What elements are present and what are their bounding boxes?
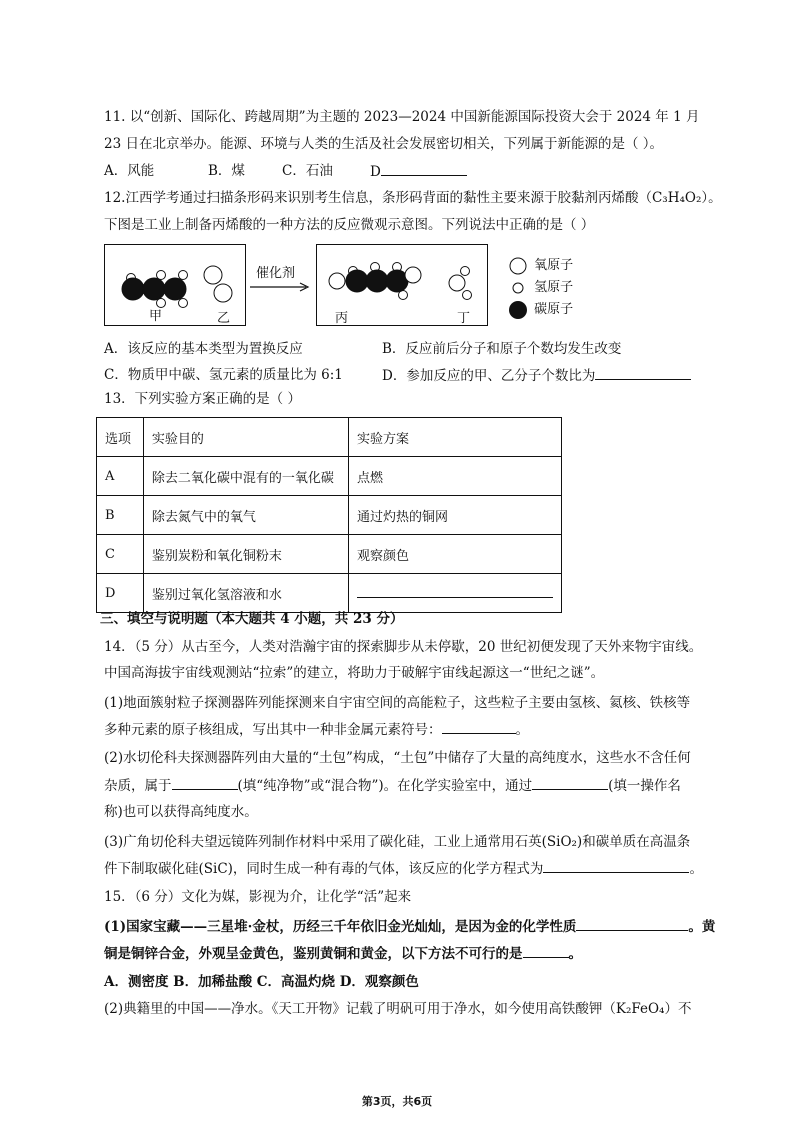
cell-option: A: [97, 457, 144, 496]
q12-option-d: D．参加反应的甲、乙分子个数比为: [382, 366, 691, 385]
q15-p1b: 铜是铜锌合金，外观呈金黄色，鉴别黄铜和黄金，以下方法不可行的是 。: [104, 946, 582, 962]
cell-plan: [349, 574, 562, 613]
q12-option-a: A．该反应的基本类型为置换反应: [104, 341, 303, 357]
q14-blank-3: [532, 776, 608, 790]
q14-blank-1: [442, 720, 516, 734]
hydrogen-atom: [157, 271, 166, 280]
oxygen-atom: [204, 266, 222, 284]
carbon-atom: [122, 278, 144, 300]
q13-blank: [357, 584, 553, 598]
reaction-arrow: [248, 262, 314, 281]
table-header-row: [97, 418, 562, 457]
table-row: [97, 535, 562, 574]
cell-purpose: 鉴别炭粉和氧化铜粉末: [143, 535, 348, 574]
reactants-box: [104, 244, 246, 326]
q12-option-c: C．物质甲中碳、氢元素的质量比为 6:1: [104, 367, 343, 383]
cell-option: D: [97, 574, 144, 613]
oxygen-legend-icon: [508, 256, 530, 276]
q15-blank-1: [576, 917, 688, 931]
q12-line2: 下图是工业上制备丙烯酸的一种方法的反应微观示意图。下列说法中正确的是（ ）: [104, 217, 595, 233]
hydrogen-atom: [179, 271, 188, 280]
hydrogen-atom: [179, 299, 188, 308]
q15-p1a: (1)国家宝藏——三星堆·金杖，历经三千年依旧金光灿灿，是因为金的化学性质 。黄: [104, 919, 716, 935]
experiment-table: [96, 417, 562, 613]
q14-blank-4: [543, 859, 689, 873]
oxygen-atom: [329, 273, 345, 289]
molecule-ding: [449, 267, 472, 300]
cell-purpose: 鉴别过氧化氢溶液和水: [143, 574, 348, 613]
molecule-yi: [204, 266, 232, 302]
q11-option-b: B．煤: [208, 163, 245, 179]
carbon-atom: [346, 270, 368, 292]
label-jia: 甲: [149, 309, 163, 324]
carbon-atom: [143, 278, 165, 300]
cell-plan: 通过灼热的铜网: [349, 496, 562, 535]
table-row: [97, 574, 562, 613]
molecule-jia: [122, 271, 188, 308]
cell-option: B: [97, 496, 144, 535]
q11-blank: [381, 162, 467, 176]
q11-option-c: C．石油: [282, 163, 333, 179]
q11-option-a: A．风能: [104, 163, 155, 179]
q14-p1a: (1)地面簇射粒子探测器阵列能探测来自宇宙空间的高能粒子，这些粒子主要由氢核、氦核、铁核等: [104, 695, 691, 711]
products-box: [316, 244, 488, 326]
q12-option-b: B．反应前后分子和原子个数均发生改变: [382, 341, 622, 357]
legend-hydrogen: 氢原子: [508, 276, 573, 298]
q15-line1: 15．（6 分）文化为媒，影视为介，让化学“活”起来: [104, 889, 412, 905]
header-purpose: 实验目的: [143, 418, 348, 457]
q13-stem: 13．下列实验方案正确的是（ ）: [104, 391, 301, 407]
section-3-title: 三、填空与说明题（本大题共 4 小题，共 23 分）: [100, 611, 404, 627]
q15-p1c: A．测密度 B．加稀盐酸 C．高温灼烧 D．观察颜色: [104, 974, 419, 990]
header-plan: 实验方案: [349, 418, 562, 457]
q12-blank: [595, 366, 691, 380]
q11-option-d: D: [370, 162, 467, 181]
label-yi: 乙: [217, 311, 231, 326]
q14-p2c: 称)也可以获得高纯度水。: [104, 804, 258, 820]
oxygen-atom: [405, 267, 421, 283]
q14-p1b: 多种元素的原子核组成，写出其中一种非金属元素符号： 。: [104, 722, 529, 738]
cell-option: C: [97, 535, 144, 574]
carbon-legend-icon: [508, 300, 530, 320]
q14-p2a: (2)水切伦科夫探测器阵列由大量的“土包”构成，“土包”中储存了大量的高纯度水，这些水不含任何: [104, 750, 691, 766]
carbon-atom: [164, 278, 186, 300]
cell-plan: 点燃: [349, 457, 562, 496]
q12-line1: 12.江西学考通过扫描条形码来识别考生信息，条形码背面的黏性主要来源于胶黏剂丙烯酸（C₃H₄O₂）。: [104, 190, 722, 206]
q14-p3a: (3)广角切伦科夫望远镜阵列制作材料中采用了碳化硅，工业上通常用石英(SiO₂)和碳单质在高温条: [104, 834, 691, 850]
label-ding: 丁: [457, 311, 471, 326]
header-option: 选项: [97, 418, 144, 457]
q14-line1: 14．（5 分）从古至今，人类对浩瀚宇宙的探索脚步从未停歇，20 世纪初便发现了天外来物宇宙线。: [104, 639, 703, 655]
q15-p2a: (2)典籍里的中国——净水。《天工开物》记载了明矾可用于净水，如今使用高铁酸钾（K₂FeO₄）不: [104, 1001, 692, 1017]
legend-carbon: 碳原子: [508, 298, 573, 320]
q14-p3b: 件下制取碳化硅(SiC)，同时生成一种有毒的气体，该反应的化学方程式为 。: [104, 861, 703, 877]
q11-line1: 11. 以“创新、国际化、跨越周期”为主题的 2023—2024 中国新能源国际投资大会于 2024 年 1 月: [104, 109, 700, 125]
carbon-atom: [366, 270, 388, 292]
hydrogen-atom: [461, 267, 470, 276]
legend-oxygen: 氧原子: [508, 254, 573, 276]
catalyst-label: 催化剂: [256, 266, 296, 281]
oxygen-atom: [449, 275, 465, 291]
q14-line2: 中国高海拔宇宙线观测站“拉索”的建立，将助力于破解宇宙线起源这一“世纪之谜”。: [104, 665, 605, 681]
label-bing: 丙: [335, 311, 349, 326]
oxygen-atom: [214, 284, 232, 302]
q15-blank-2: [523, 944, 569, 958]
molecule-bing: [329, 263, 421, 300]
q14-blank-2: [172, 776, 238, 790]
table-row: [97, 496, 562, 535]
q14-p2b: 杂质，属于 (填“纯净物”或“混合物”)。在化学实验室中，通过 (填一操作名: [104, 778, 681, 794]
cell-purpose: 除去二氧化碳中混有的一氧化碳: [143, 457, 348, 496]
hydrogen-atom: [463, 291, 472, 300]
table-row: [97, 457, 562, 496]
page-number: 第3页，共6页: [361, 1095, 433, 1108]
cell-purpose: 除去氮气中的氧气: [143, 496, 348, 535]
hydrogen-legend-icon: [508, 278, 530, 298]
q11-line2: 23 日在北京举办。能源、环境与人类的生活及社会发展密切相关，下列属于新能源的是（ ）。: [104, 136, 664, 152]
cell-plan: 观察颜色: [349, 535, 562, 574]
arrow-icon: [248, 281, 314, 293]
